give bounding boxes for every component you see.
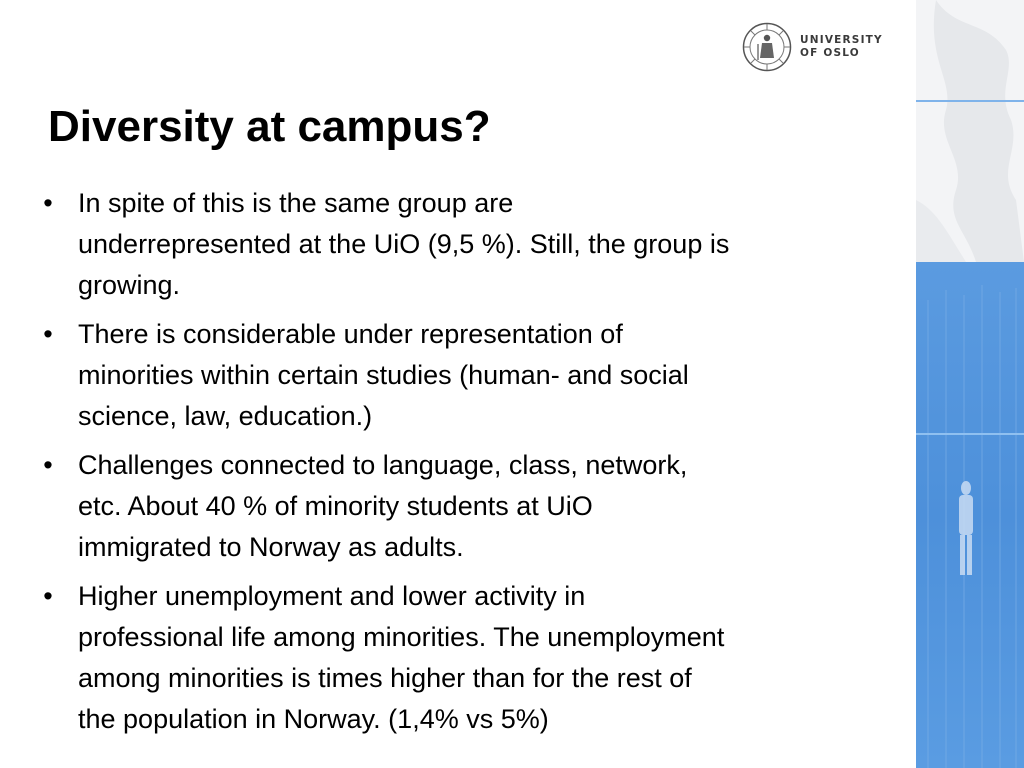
side-decoration [916,0,1024,768]
logo-line-1: UNIVERSITY [800,34,883,46]
bullet-line: the population in Norway. (1,4% vs 5%) [78,704,549,734]
logo-line-2: OF OSLO [800,47,860,59]
bullet-line: among minorities is times higher than for the rest of [78,663,692,693]
bullet-line: Challenges connected to language, class, network, [78,450,688,480]
bullet-item [38,576,910,740]
university-logo [742,22,902,74]
bullet-item [38,314,910,437]
bullet-line: underrepresented at the UiO (9,5 %). Still, the group is [78,229,730,259]
bullet-line: In spite of this is the same group are [78,188,514,218]
bullet-marker: • [43,450,53,480]
slide-title: Diversity at campus? [48,102,491,151]
bullet-line: minorities within certain studies (human- and social [78,360,689,390]
bullet-marker: • [43,581,53,611]
bullet-marker: • [43,188,53,218]
bullet-line: professional life among minorities. The unemployment [78,622,725,652]
bullet-item [38,445,910,568]
bullet-item [38,183,910,306]
bullet-line: science, law, education.) [78,401,373,431]
bullet-line: There is considerable under representation of [78,319,623,349]
university-name [800,34,883,60]
bullet-line: Higher unemployment and lower activity in [78,581,586,611]
bullet-list [38,183,910,748]
bullet-line: growing. [78,270,181,300]
bullet-line: etc. About 40 % of minority students at UiO [78,491,593,521]
bullet-line: immigrated to Norway as adults. [78,532,464,562]
university-seal-icon [742,22,792,72]
bullet-marker: • [43,319,53,349]
